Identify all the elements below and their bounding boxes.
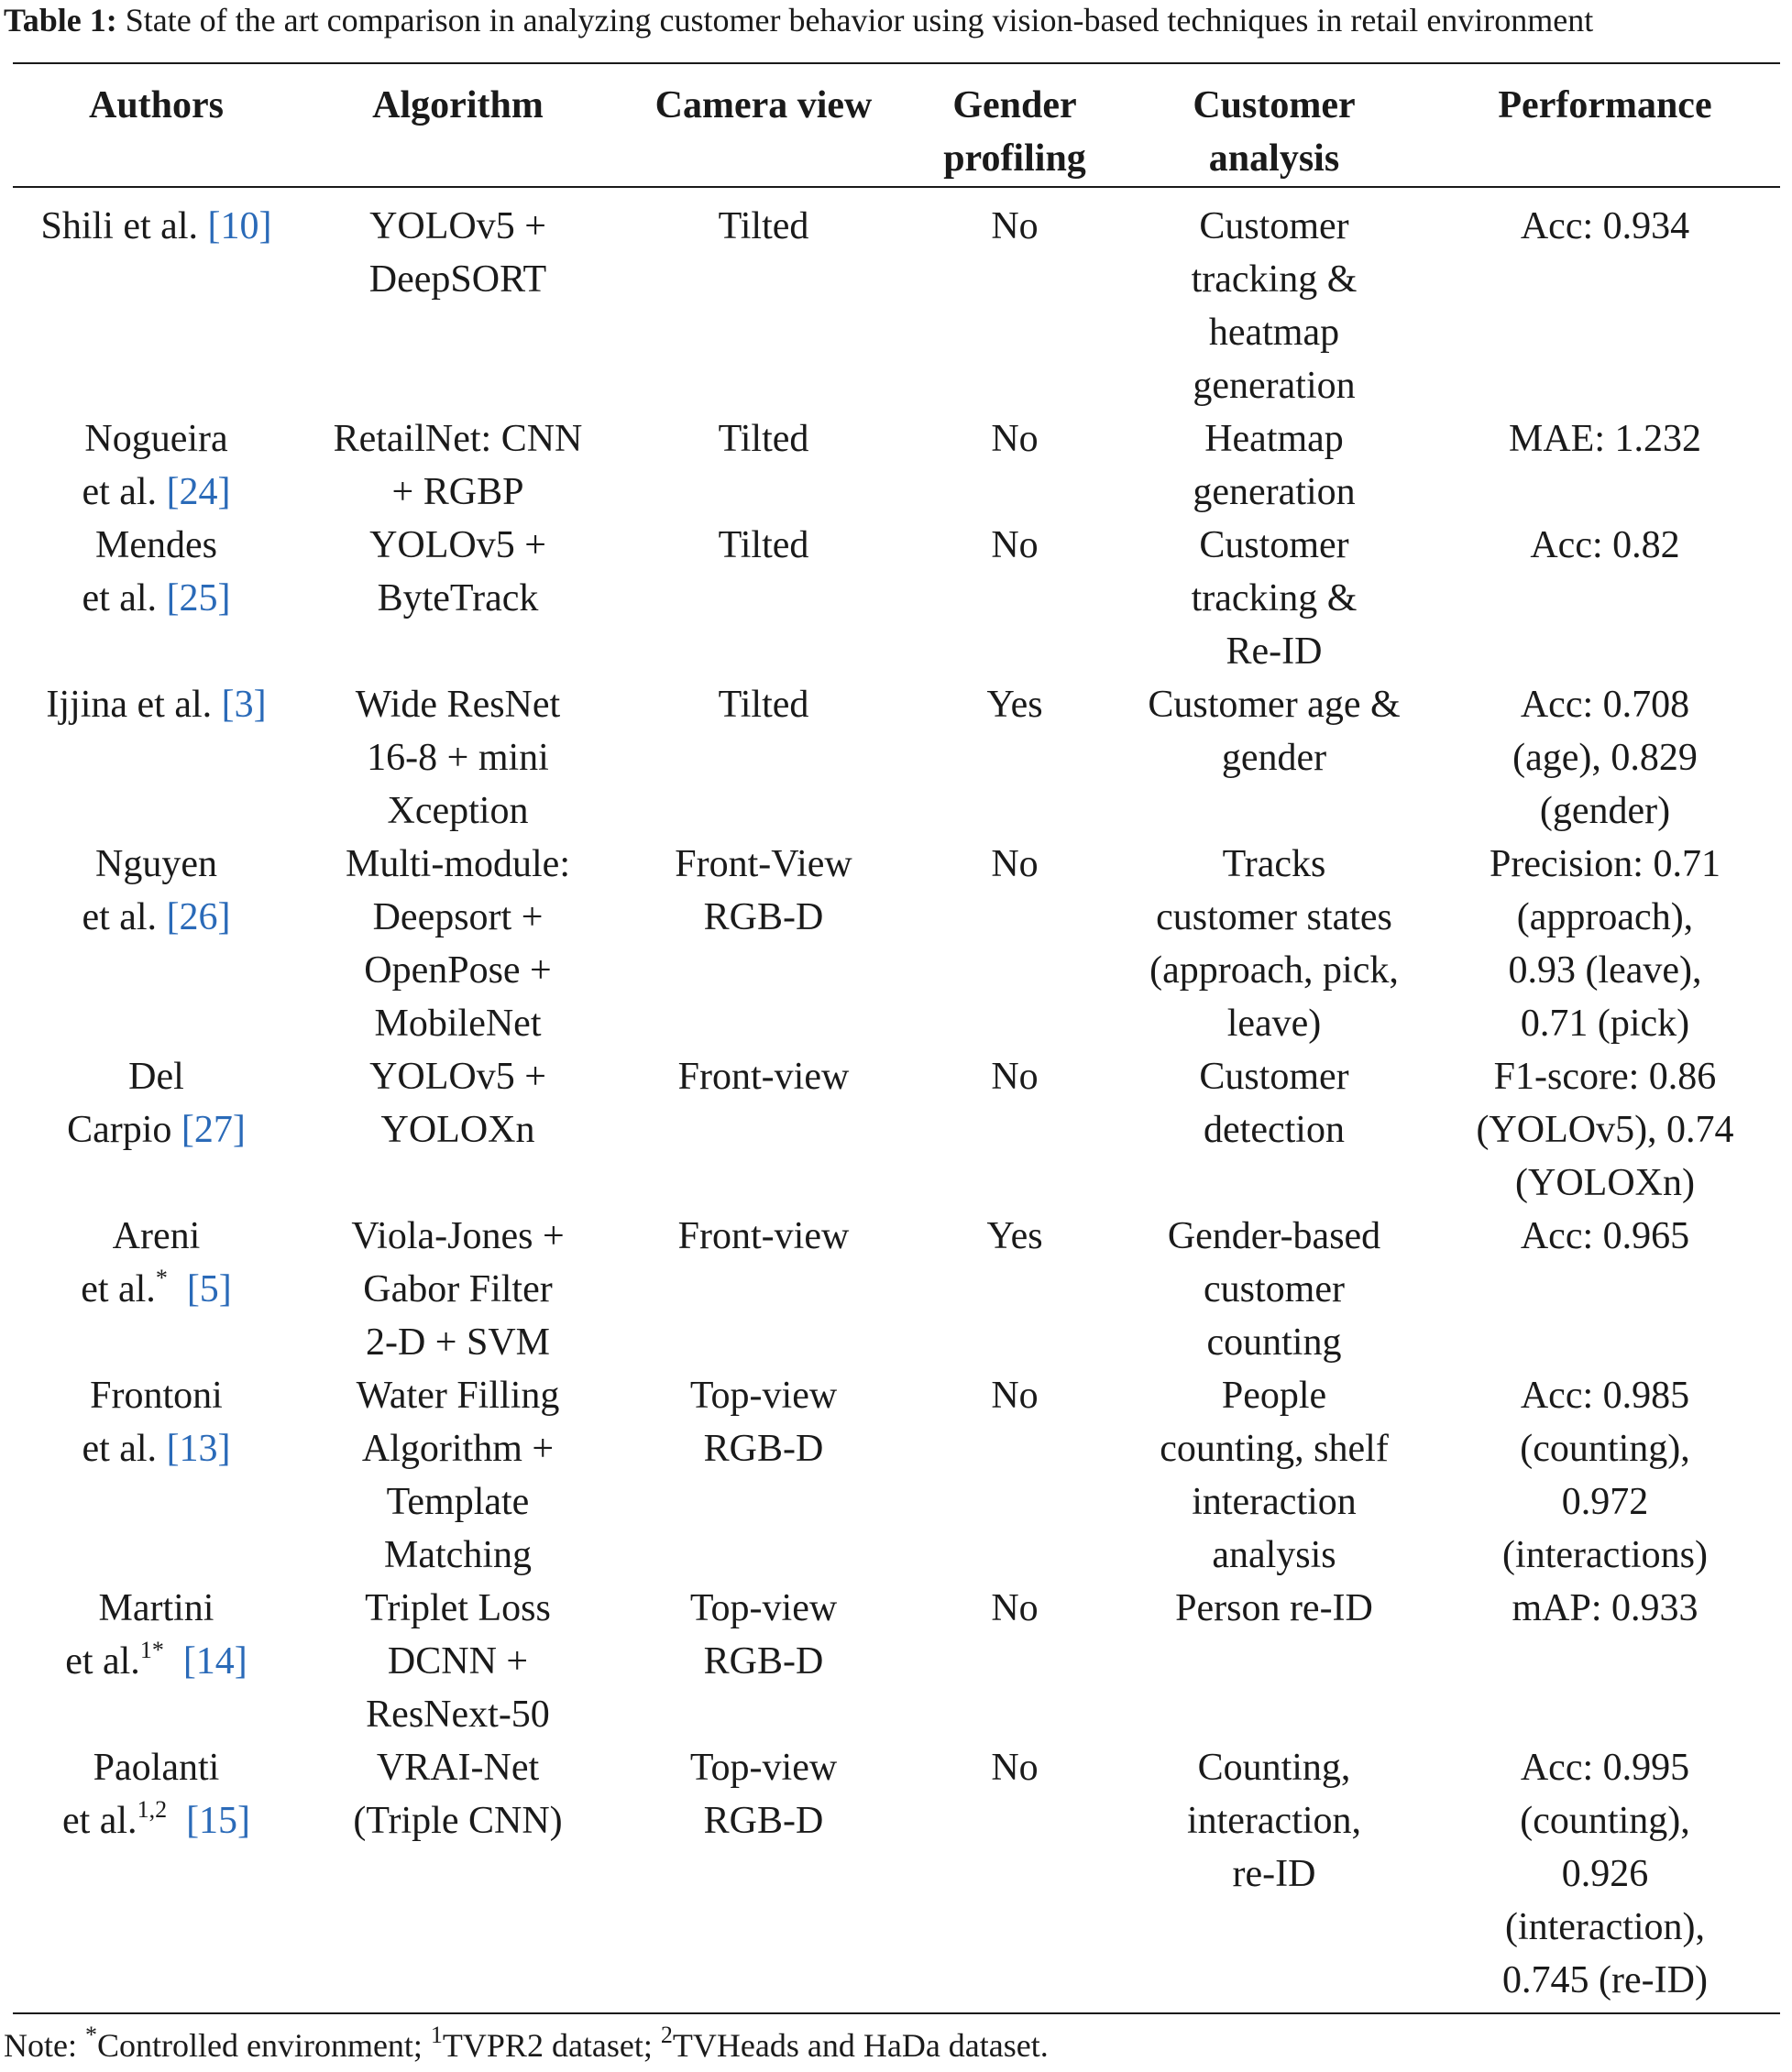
camera-line: Top-view [689,1375,838,1417]
cell-algorithm [300,412,616,519]
gender-line: Yes [986,1215,1043,1257]
author-text: et al. [65,1640,140,1683]
cell-analysis [1118,187,1430,412]
gender-line: No [991,1056,1039,1098]
cell-algorithm [300,678,616,838]
author-line [13,1369,300,1422]
algorithm-line: Algorithm + [361,1428,555,1470]
header-line: analysis [1208,137,1340,180]
note-text-2: TVPR2 dataset; [442,2027,661,2064]
cell-analysis [1118,838,1430,1050]
performance-line: (YOLOXn) [1515,1162,1695,1204]
author-superscript: * [155,1265,168,1291]
camera-line: Tilted [718,524,809,566]
analysis-line: re-ID [1232,1853,1316,1895]
gender-line: No [991,1587,1039,1629]
analysis-line: tracking & [1191,258,1358,301]
analysis-line: Customer age & [1148,684,1401,726]
analysis-line: (approach, pick, [1149,949,1399,992]
cell-algorithm [300,1210,616,1369]
table-row [13,412,1780,519]
performance-line: Precision: 0.71 [1490,843,1721,885]
author-line [13,1741,300,1794]
performance-line: 0.93 (leave), [1508,949,1702,992]
cell-authors [13,1050,300,1210]
analysis-line: People [1221,1375,1327,1417]
algorithm-line: Triplet Loss [365,1587,551,1629]
table-row [13,519,1780,678]
analysis-line: Re-ID [1226,630,1323,673]
cell-performance [1430,838,1780,1050]
algorithm-line: MobileNet [374,1003,542,1045]
author-text: Carpio [67,1109,181,1151]
performance-line: (gender) [1539,790,1671,832]
author-line [13,838,300,891]
performance-line: Acc: 0.708 [1520,684,1690,726]
author-line [13,1050,300,1103]
cell-performance [1430,519,1780,678]
cell-camera [616,678,911,838]
author-line [13,1422,300,1475]
cell-performance [1430,1741,1780,2007]
author-text: et al. [81,1268,156,1310]
performance-line: (interaction), [1504,1906,1706,1948]
analysis-line: Heatmap [1204,418,1344,460]
performance-line: Acc: 0.995 [1520,1747,1690,1789]
author-text: Paolanti [93,1747,220,1789]
cell-authors [13,412,300,519]
cell-gender [911,1369,1118,1582]
cell-authors [13,1210,300,1369]
header-performance [1430,64,1780,187]
caption-label: Table 1: [4,2,117,38]
performance-line: 0.745 (re-ID) [1502,1959,1708,2001]
reference-link[interactable]: [10] [207,205,272,247]
algorithm-line: YOLOv5 + [369,205,546,247]
cell-analysis [1118,1210,1430,1369]
caption-text: State of the art comparison in analyzing customer behavior using vision-based techniques in retail environment [116,2,1594,38]
cell-algorithm [300,1050,616,1210]
author-text: et al. [82,1428,167,1470]
camera-line: RGB-D [703,1800,824,1842]
table-note [4,2022,1049,2066]
comparison-table [13,64,1780,2007]
header-line: Gender [952,84,1077,126]
cell-gender [911,412,1118,519]
table-row [13,187,1780,412]
cell-algorithm [300,187,616,412]
cell-authors [13,1369,300,1582]
gender-line: Yes [986,684,1043,726]
author-text: et al. [82,896,167,938]
camera-line: Tilted [718,205,809,247]
camera-line: RGB-D [703,896,824,938]
table-row [13,678,1780,838]
analysis-line: heatmap [1208,312,1340,354]
performance-line: 0.926 [1561,1853,1649,1895]
analysis-line: Counting, [1197,1747,1351,1789]
author-text: Nogueira [84,418,228,460]
author-superscript: 1,2 [137,1796,168,1823]
header-authors [13,64,300,187]
table-bottom-rule [13,2012,1780,2014]
cell-analysis [1118,1741,1430,2007]
performance-line: (YOLOv5), 0.74 [1476,1109,1734,1151]
cell-camera [616,838,911,1050]
reference-link[interactable]: [5] [186,1268,232,1310]
author-line [13,519,300,572]
performance-line: 0.972 [1561,1481,1649,1523]
reference-link[interactable]: [24] [166,471,231,513]
algorithm-line: + RGBP [391,471,524,513]
header-customer-analysis [1118,64,1430,187]
performance-line: (counting), [1520,1428,1690,1470]
cell-gender [911,678,1118,838]
cell-authors [13,1741,300,2007]
author-text: et al. [61,1800,137,1842]
analysis-line: gender [1221,737,1327,779]
author-line [13,1210,300,1263]
performance-line: (counting), [1520,1800,1690,1842]
cell-camera [616,1369,911,1582]
algorithm-line: OpenPose + [364,949,552,992]
cell-analysis [1118,1050,1430,1210]
table-row [13,838,1780,1050]
gender-line: No [991,1747,1039,1789]
author-line [13,200,300,253]
author-line [13,1794,300,1847]
algorithm-line: YOLOv5 + [369,1056,546,1098]
gender-line: No [991,1375,1039,1417]
performance-line: MAE: 1.232 [1509,418,1701,460]
analysis-line: Customer [1199,524,1349,566]
performance-line: mAP: 0.933 [1512,1587,1699,1629]
algorithm-line: Deepsort + [372,896,544,938]
camera-line: Front-view [677,1215,850,1257]
cell-gender [911,1582,1118,1741]
cell-camera [616,1210,911,1369]
algorithm-line: VRAI-Net [376,1747,540,1789]
author-text: Frontoni [90,1375,223,1417]
algorithm-line: YOLOXn [380,1109,535,1151]
reference-link[interactable]: [27] [181,1109,246,1151]
camera-line: Tilted [718,684,809,726]
camera-line: Top-view [689,1587,838,1629]
table-row [13,1741,1780,2007]
cell-performance [1430,1050,1780,1210]
cell-camera [616,412,911,519]
table-body [13,187,1780,2007]
cell-camera [616,187,911,412]
author-text: et al. [82,577,167,619]
author-text: Mendes [95,524,217,566]
header-algorithm [300,64,616,187]
performance-line: Acc: 0.965 [1520,1215,1690,1257]
author-text: et al. [82,471,167,513]
author-superscript: 1* [139,1637,164,1663]
cell-algorithm [300,1369,616,1582]
cell-performance [1430,187,1780,412]
reference-link[interactable]: [13] [166,1428,231,1470]
cell-gender [911,519,1118,678]
author-text: Del [128,1056,184,1098]
performance-line: Acc: 0.985 [1520,1375,1690,1417]
performance-line: (age), 0.829 [1512,737,1698,779]
camera-line: Top-view [689,1747,838,1789]
algorithm-line: Viola-Jones + [351,1215,565,1257]
analysis-line: Person re-ID [1175,1587,1373,1629]
cell-gender [911,1741,1118,2007]
author-line [13,1582,300,1635]
author-line [13,1263,300,1316]
gender-line: No [991,524,1039,566]
author-line [13,412,300,466]
camera-line: RGB-D [703,1640,824,1683]
analysis-line: Customer [1199,205,1349,247]
note-sup-3: 2 [660,2022,673,2048]
cell-performance [1430,412,1780,519]
cell-analysis [1118,412,1430,519]
cell-camera [616,1741,911,2007]
camera-line: RGB-D [703,1428,824,1470]
note-prefix: Note: [4,2027,85,2064]
author-line [13,891,300,944]
cell-algorithm [300,1741,616,2007]
reference-link[interactable]: [25] [166,577,231,619]
analysis-line: counting, shelf [1160,1428,1389,1470]
algorithm-line: Water Filling [356,1375,560,1417]
cell-gender [911,838,1118,1050]
analysis-line: customer [1204,1268,1345,1310]
algorithm-line: Wide ResNet [355,684,561,726]
header-line: Performance [1498,84,1712,126]
camera-line: Front-View [675,843,852,885]
algorithm-line: DeepSORT [368,258,547,301]
cell-performance [1430,1210,1780,1369]
algorithm-line: Matching [384,1534,532,1576]
cell-analysis [1118,1369,1430,1582]
cell-performance [1430,1582,1780,1741]
note-text-1: Controlled environment; [96,2027,431,2064]
cell-camera [616,519,911,678]
cell-authors [13,187,300,412]
cell-authors [13,1582,300,1741]
author-line [13,1635,300,1688]
analysis-line: Gender-based [1167,1215,1381,1257]
cell-algorithm [300,838,616,1050]
analysis-line: interaction, [1186,1800,1362,1842]
performance-line: (interactions) [1502,1534,1708,1576]
author-text: Ijjina et al. [46,684,222,726]
header-line: Authors [88,84,225,126]
analysis-line: generation [1193,471,1356,513]
cell-authors [13,519,300,678]
author-line [13,1103,300,1157]
camera-line: Front-view [677,1056,850,1098]
analysis-line: analysis [1212,1534,1336,1576]
cell-analysis [1118,678,1430,838]
algorithm-line: YOLOv5 + [369,524,546,566]
analysis-line: interaction [1192,1481,1357,1523]
algorithm-line: RetailNet: CNN [333,418,583,460]
analysis-line: Customer [1199,1056,1349,1098]
header-line: profiling [943,137,1086,180]
algorithm-line: (Triple CNN) [353,1800,563,1842]
algorithm-line: ResNext-50 [366,1694,550,1736]
algorithm-line: Multi-module: [346,843,570,885]
author-line [13,678,300,731]
table-row [13,1582,1780,1741]
analysis-line: tracking & [1191,577,1358,619]
analysis-line: detection [1204,1109,1345,1151]
performance-line: (approach), [1516,896,1694,938]
table-row [13,1210,1780,1369]
analysis-line: counting [1206,1321,1342,1364]
performance-line: 0.71 (pick) [1520,1003,1690,1045]
author-line [13,466,300,519]
reference-link[interactable]: [15] [186,1800,251,1842]
cell-camera [616,1050,911,1210]
algorithm-line: Gabor Filter [363,1268,553,1310]
cell-performance [1430,678,1780,838]
cell-performance [1430,1369,1780,1582]
gender-line: No [991,843,1039,885]
analysis-line: Tracks [1222,843,1326,885]
analysis-line: customer states [1156,896,1392,938]
performance-line: F1-score: 0.86 [1493,1056,1717,1098]
cell-gender [911,1210,1118,1369]
algorithm-line: Xception [387,790,529,832]
reference-link[interactable]: [3] [221,684,267,726]
header-line: Camera view [654,84,873,126]
table-row [13,1369,1780,1582]
cell-analysis [1118,519,1430,678]
author-text: Shili et al. [40,205,208,247]
cell-authors [13,678,300,838]
camera-line: Tilted [718,418,809,460]
algorithm-line: 2-D + SVM [365,1321,551,1364]
cell-authors [13,838,300,1050]
author-text: Areni [112,1215,201,1257]
algorithm-line: 16-8 + mini [367,737,549,779]
reference-link[interactable]: [14] [182,1640,247,1683]
analysis-line: generation [1193,365,1356,407]
cell-algorithm [300,1582,616,1741]
algorithm-line: Template [386,1481,530,1523]
note-sup-1: * [84,2022,97,2048]
reference-link[interactable]: [26] [166,896,231,938]
table-row [13,1050,1780,1210]
gender-line: No [991,205,1039,247]
analysis-line: leave) [1226,1003,1322,1045]
cell-algorithm [300,519,616,678]
header-camera-view [616,64,911,187]
gender-line: No [991,418,1039,460]
author-text: Nguyen [95,843,217,885]
header-line: Customer [1193,84,1356,126]
cell-gender [911,1050,1118,1210]
algorithm-line: ByteTrack [377,577,539,619]
note-sup-2: 1 [430,2022,443,2048]
author-text: Martini [98,1587,214,1629]
table-header-row [13,64,1780,187]
cell-gender [911,187,1118,412]
header-line: Algorithm [372,84,544,126]
performance-line: Acc: 0.934 [1520,205,1690,247]
cell-analysis [1118,1582,1430,1741]
performance-line: Acc: 0.82 [1530,524,1680,566]
table-caption [4,0,1791,40]
algorithm-line: DCNN + [387,1640,529,1683]
cell-camera [616,1582,911,1741]
author-line [13,572,300,625]
header-gender-profiling [911,64,1118,187]
note-text-3: TVHeads and HaDa dataset. [672,2027,1049,2064]
